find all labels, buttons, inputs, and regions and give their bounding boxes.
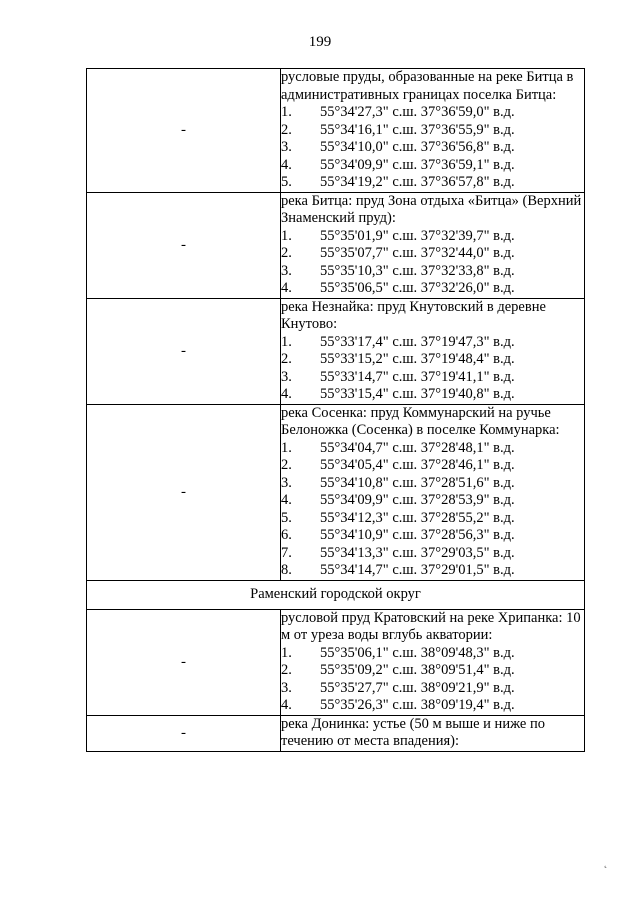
point-coordinates: 55°34'04,7" с.ш. 37°28'48,1" в.д. [320, 439, 515, 456]
table-row [87, 404, 585, 580]
table-row [87, 69, 585, 193]
point-coordinates: 55°34'13,3" с.ш. 37°29'03,5" в.д. [320, 544, 515, 561]
object-description: река Битца: пруд Зона отдыха «Битца» (Верхний Знаменский пруд): [281, 192, 582, 226]
point-number: 3. [281, 679, 292, 696]
point-coordinates: 55°34'09,9" с.ш. 37°28'53,9" в.д. [320, 492, 515, 508]
coordinate-item [281, 351, 584, 369]
coordinate-item [281, 122, 584, 140]
point-coordinates: 55°35'06,1" с.ш. 38°09'48,3" в.д. [320, 644, 515, 661]
point-number: 3. [281, 368, 292, 385]
coordinate-item [281, 562, 584, 580]
scan-mark: ˛ [604, 858, 608, 869]
point-coordinates: 55°34'05,4" с.ш. 37°28'46,1" в.д. [320, 457, 515, 473]
point-number: 3. [281, 139, 292, 155]
point-number: 1. [281, 227, 292, 244]
point-number: 2. [281, 457, 292, 473]
point-number: 4. [281, 156, 292, 173]
table-row [87, 298, 585, 404]
point-number: 1. [281, 333, 292, 350]
description-cell [281, 69, 585, 193]
coordinate-item [281, 440, 584, 458]
object-description: река Донинка: устье (50 м выше и ниже по течению от места впадения): [281, 715, 545, 749]
point-number: 1. [281, 439, 292, 456]
coordinate-item [281, 245, 584, 263]
point-coordinates: 55°35'01,9" с.ш. 37°32'39,7" в.д. [320, 227, 515, 244]
district-row [87, 580, 585, 609]
code-cell: - [87, 715, 281, 751]
coordinate-item [281, 369, 584, 387]
point-coordinates: 55°34'10,8" с.ш. 37°28'51,6" в.д. [320, 474, 515, 491]
point-coordinates: 55°34'09,9" с.ш. 37°36'59,1" в.д. [320, 156, 515, 173]
point-number: 5. [281, 509, 292, 526]
point-coordinates: 55°34'27,3" с.ш. 37°36'59,0" в.д. [320, 104, 515, 120]
point-coordinates: 55°35'27,7" с.ш. 38°09'21,9" в.д. [320, 679, 515, 696]
code-cell: - [87, 609, 281, 715]
table-body [87, 69, 585, 752]
point-number: 4. [281, 386, 292, 402]
point-coordinates: 55°35'10,3" с.ш. 37°32'33,8" в.д. [320, 262, 515, 279]
object-description: русловые пруды, образованные на реке Битца в административных границах поселка Битца: [281, 69, 574, 103]
point-coordinates: 55°34'12,3" с.ш. 37°28'55,2" в.д. [320, 509, 515, 526]
point-coordinates: 55°33'14,7" с.ш. 37°19'41,1" в.д. [320, 368, 515, 385]
coordinate-item [281, 475, 584, 493]
point-number: 3. [281, 474, 292, 491]
code-cell: - [87, 298, 281, 404]
point-coordinates: 55°34'19,2" с.ш. 37°36'57,8" в.д. [320, 174, 515, 190]
coordinate-item [281, 527, 584, 545]
point-coordinates: 55°34'14,7" с.ш. 37°29'01,5" в.д. [320, 562, 515, 578]
point-coordinates: 55°33'15,2" с.ш. 37°19'48,4" в.д. [320, 351, 515, 367]
coordinate-list [281, 645, 584, 715]
point-number: 4. [281, 697, 292, 713]
point-number: 2. [281, 245, 292, 261]
coordinate-list [281, 440, 584, 580]
coordinate-item [281, 697, 584, 715]
point-coordinates: 55°34'10,9" с.ш. 37°28'56,3" в.д. [320, 527, 515, 543]
point-number: 5. [281, 174, 292, 190]
coordinates-table [86, 68, 585, 752]
point-number: 4. [281, 492, 292, 508]
point-coordinates: 55°33'17,4" с.ш. 37°19'47,3" в.д. [320, 333, 515, 350]
coordinate-item [281, 492, 584, 510]
page-number: 199 [308, 34, 332, 50]
district-title: Раменский городской округ [87, 580, 585, 609]
point-number: 4. [281, 280, 292, 296]
coordinate-item [281, 545, 584, 563]
object-description: русловой пруд Кратовский на реке Хрипанка: 10 м от уреза воды вглубь акватории: [281, 609, 581, 643]
point-coordinates: 55°33'15,4" с.ш. 37°19'40,8" в.д. [320, 386, 515, 402]
coordinate-item [281, 457, 584, 475]
coordinate-item [281, 334, 584, 352]
coordinate-item [281, 386, 584, 404]
coordinate-item [281, 680, 584, 698]
point-coordinates: 55°35'09,2" с.ш. 38°09'51,4" в.д. [320, 662, 515, 678]
table-row [87, 192, 585, 298]
point-number: 3. [281, 262, 292, 279]
coordinate-item [281, 263, 584, 281]
description-cell [281, 404, 585, 580]
point-number: 8. [281, 562, 292, 578]
point-coordinates: 55°34'10,0" с.ш. 37°36'56,8" в.д. [320, 139, 515, 155]
code-cell: - [87, 192, 281, 298]
point-coordinates: 55°35'26,3" с.ш. 38°09'19,4" в.д. [320, 697, 515, 713]
object-description: река Сосенка: пруд Коммунарский на ручье Белоножка (Сосенка) в поселке Коммунарка: [281, 404, 560, 438]
point-number: 2. [281, 351, 292, 367]
coordinate-item [281, 104, 584, 122]
description-cell [281, 609, 585, 715]
point-coordinates: 55°34'16,1" с.ш. 37°36'55,9" в.д. [320, 121, 515, 138]
description-cell [281, 192, 585, 298]
coordinate-item [281, 645, 584, 663]
table-row [87, 715, 585, 751]
coordinate-item [281, 662, 584, 680]
coordinate-item [281, 157, 584, 175]
point-number: 6. [281, 527, 292, 543]
table-row [87, 609, 585, 715]
point-number: 2. [281, 121, 292, 138]
coordinate-list [281, 334, 584, 404]
point-coordinates: 55°35'07,7" с.ш. 37°32'44,0" в.д. [320, 245, 515, 261]
object-description: река Незнайка: пруд Кнутовский в деревне Кнутово: [281, 298, 546, 332]
coordinate-item [281, 510, 584, 528]
coordinate-list [281, 228, 584, 298]
code-cell: - [87, 69, 281, 193]
point-number: 7. [281, 544, 292, 561]
coordinate-item [281, 228, 584, 246]
point-coordinates: 55°35'06,5" с.ш. 37°32'26,0" в.д. [320, 280, 515, 296]
coordinate-item [281, 280, 584, 298]
code-cell: - [87, 404, 281, 580]
coordinate-item [281, 174, 584, 192]
point-number: 1. [281, 644, 292, 661]
coordinate-item [281, 139, 584, 157]
description-cell [281, 298, 585, 404]
point-number: 2. [281, 662, 292, 678]
description-cell [281, 715, 585, 751]
point-number: 1. [281, 104, 292, 120]
coordinate-list [281, 104, 584, 192]
